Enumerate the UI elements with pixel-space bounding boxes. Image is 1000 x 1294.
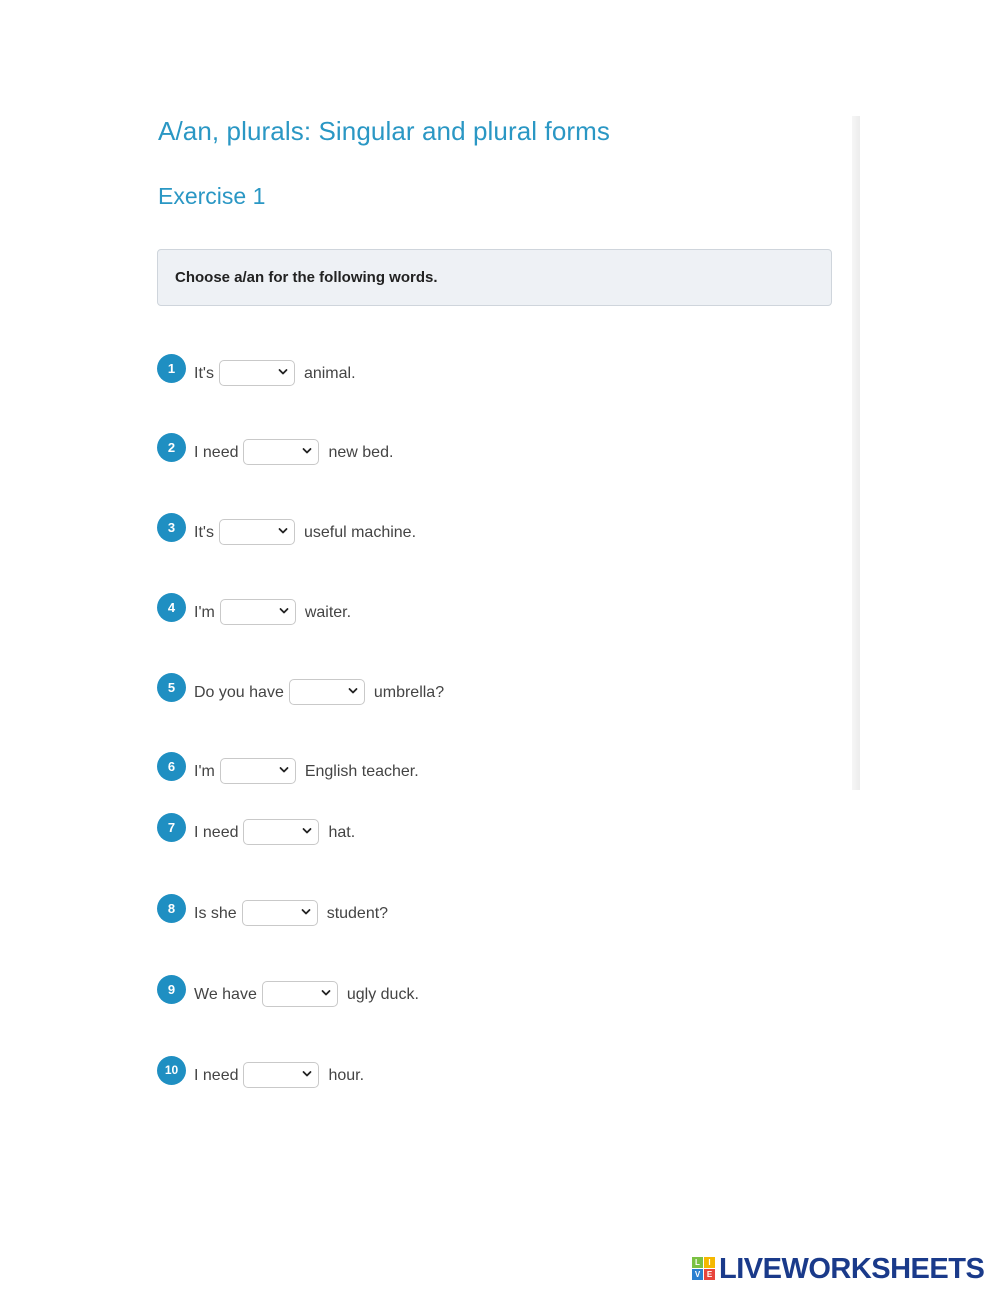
question-row (157, 816, 355, 846)
question-row (157, 897, 388, 927)
question-text-before: I'm (194, 763, 215, 780)
instruction-box (157, 249, 832, 306)
question-number-badge: 7 (157, 813, 186, 842)
question-text-before: Do you have (194, 684, 284, 701)
question-number-badge: 10 (157, 1056, 186, 1085)
page-title: A/an, plurals: Singular and plural forms (158, 116, 611, 146)
question-number-badge: 1 (157, 354, 186, 383)
brand-logo-letter: L (692, 1257, 703, 1268)
question-text-after: useful machine. (303, 524, 417, 541)
chevron-down-icon (279, 605, 289, 617)
question-row (157, 676, 444, 706)
brand-logo-letter: I (704, 1257, 715, 1268)
question-text-before: I need (194, 444, 239, 461)
question-row (157, 357, 356, 387)
question-text-after: student? (326, 905, 389, 922)
brand-logo-letter: E (704, 1269, 715, 1280)
question-text-after: hat. (328, 824, 356, 841)
chevron-down-icon (279, 764, 289, 776)
instruction-text: Choose a/an for the following words. (175, 269, 438, 286)
answer-dropdown[interactable] (262, 981, 338, 1007)
question-text-after: new bed. (328, 444, 394, 461)
chevron-down-icon (302, 825, 312, 837)
question-text-before: I need (194, 1067, 239, 1084)
answer-dropdown[interactable] (289, 679, 365, 705)
question-row (157, 596, 351, 626)
question-text-after: ugly duck. (346, 986, 419, 1003)
brand-logo (692, 1257, 716, 1281)
chevron-down-icon (302, 445, 312, 457)
question-row (157, 1059, 364, 1089)
question-text-after: umbrella? (373, 684, 445, 701)
question-text-after: English teacher. (304, 763, 419, 780)
question-number-badge: 5 (157, 673, 186, 702)
answer-dropdown[interactable] (243, 819, 319, 845)
chevron-down-icon (301, 906, 311, 918)
chevron-down-icon (348, 685, 358, 697)
question-row (157, 978, 419, 1008)
chevron-down-icon (278, 366, 288, 378)
question-text-before: I need (194, 824, 239, 841)
brand-footer (692, 1254, 984, 1284)
brand-name: LIVEWORKSHEETS (719, 1252, 985, 1285)
question-row (157, 516, 416, 546)
question-number-badge: 2 (157, 433, 186, 462)
answer-dropdown[interactable] (242, 900, 318, 926)
question-text-before: Is she (194, 905, 237, 922)
chevron-down-icon (321, 987, 331, 999)
question-number-badge: 4 (157, 593, 186, 622)
question-number-badge: 9 (157, 975, 186, 1004)
answer-dropdown[interactable] (219, 360, 295, 386)
chevron-down-icon (302, 1068, 312, 1080)
chevron-down-icon (278, 525, 288, 537)
question-text-after: hour. (328, 1067, 365, 1084)
question-number-badge: 6 (157, 752, 186, 781)
answer-dropdown[interactable] (220, 758, 296, 784)
answer-dropdown[interactable] (219, 519, 295, 545)
question-row (157, 755, 419, 785)
question-text-after: animal. (303, 365, 356, 382)
question-text-before: We have (194, 986, 257, 1003)
question-number-badge: 3 (157, 513, 186, 542)
answer-dropdown[interactable] (243, 439, 319, 465)
exercise-title: Exercise 1 (158, 183, 266, 209)
question-text-before: It's (194, 365, 214, 382)
brand-logo-letter: V (692, 1269, 703, 1280)
question-text-before: I'm (194, 604, 215, 621)
answer-dropdown[interactable] (243, 1062, 319, 1088)
question-text-before: It's (194, 524, 214, 541)
answer-dropdown[interactable] (220, 599, 296, 625)
page-divider (852, 116, 860, 790)
question-number-badge: 8 (157, 894, 186, 923)
question-text-after: waiter. (304, 604, 352, 621)
question-row (157, 436, 393, 466)
